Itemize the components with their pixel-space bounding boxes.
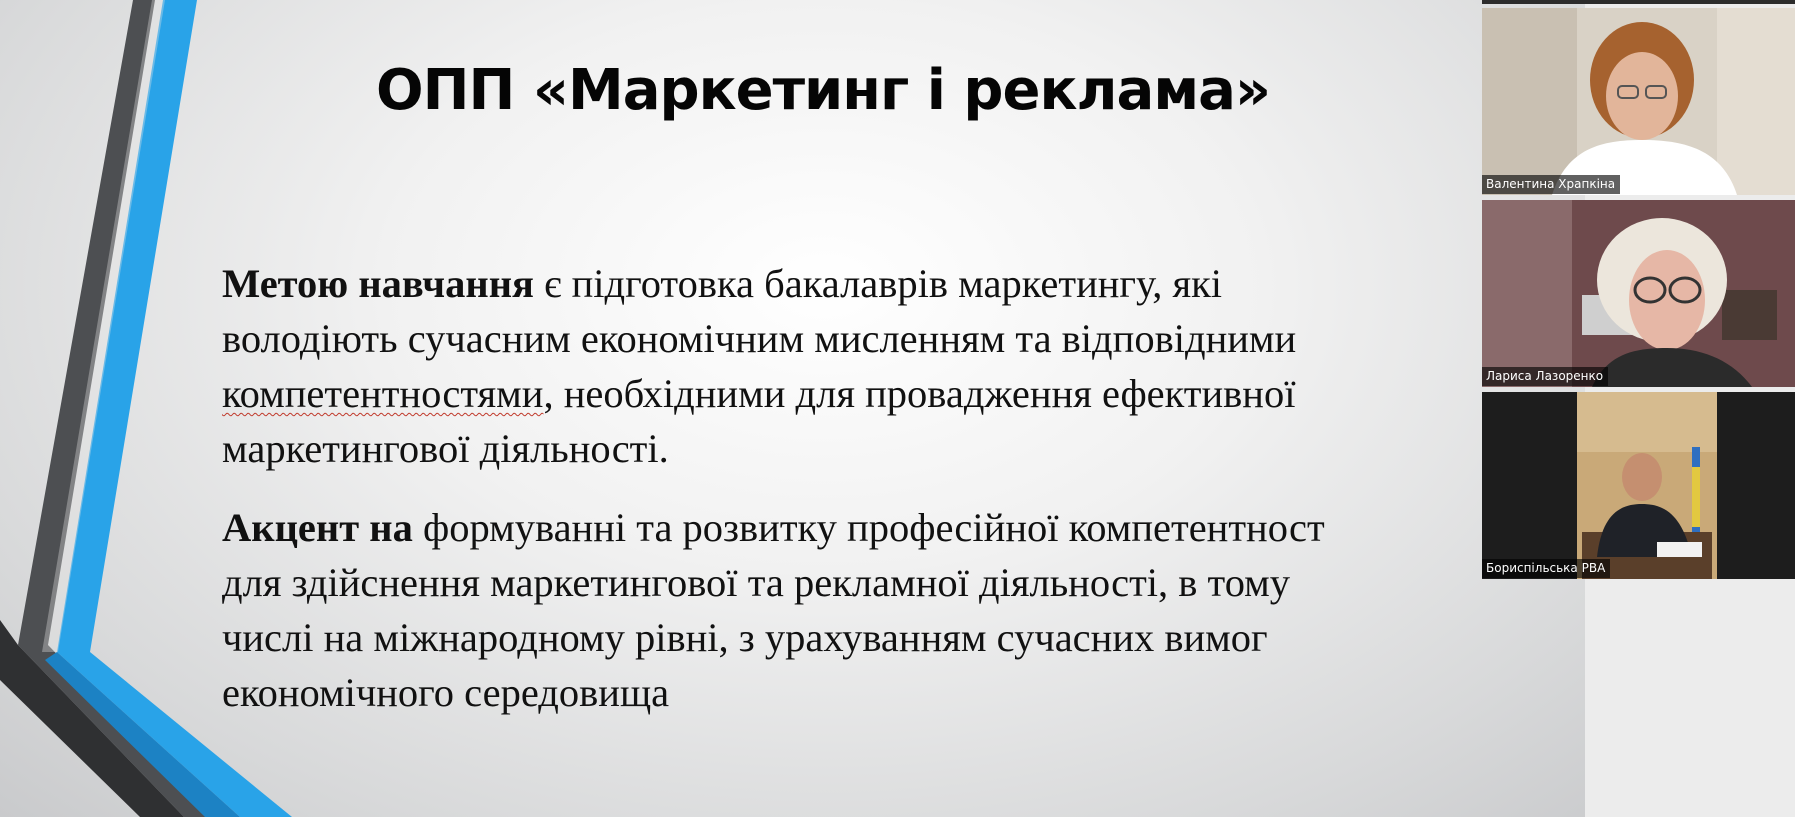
participant-video-tile[interactable] [1482,392,1795,579]
participant-name-label: Бориспільська РВА [1482,559,1610,578]
goal-line-3: , необхідними для провадження ефективної [543,371,1296,416]
participant-video-feed [1482,8,1795,195]
participant-tile-partial[interactable] [1482,0,1795,4]
goal-spellcheck-word: компетентностями [222,371,544,416]
focus-line-4: економічного середовища [222,670,670,715]
participant-video-tile[interactable] [1482,200,1795,387]
participant-video-feed [1482,392,1795,579]
slide-goal-paragraph [222,256,1296,476]
participant-name-label: Лариса Лазоренко [1482,367,1608,386]
focus-lead-text: Акцент на [222,505,413,550]
goal-line-4: маркетингової діяльності. [222,426,669,471]
goal-line-2: володіють сучасним економічним мисленням та відповідними [222,316,1297,361]
focus-line-1: формуванні та розвитку професійної компетентност [412,505,1325,550]
slide-title: ОПП «Маркетинг і реклама» [376,58,1271,123]
focus-line-2: для здійснення маркетингової та рекламної діяльності, в тому [222,560,1291,605]
goal-line-1: є підготовка бакалаврів маркетингу, які [533,261,1223,306]
participant-video-feed [1482,200,1795,387]
participant-name-label: Валентина Храпкіна [1482,175,1620,194]
participant-video-tile[interactable] [1482,8,1795,195]
focus-line-3: числі на міжнародному рівні, з урахуванням сучасних вимог [222,615,1268,660]
slide-focus-paragraph [222,500,1325,720]
goal-lead-text: Метою навчання [222,261,534,306]
